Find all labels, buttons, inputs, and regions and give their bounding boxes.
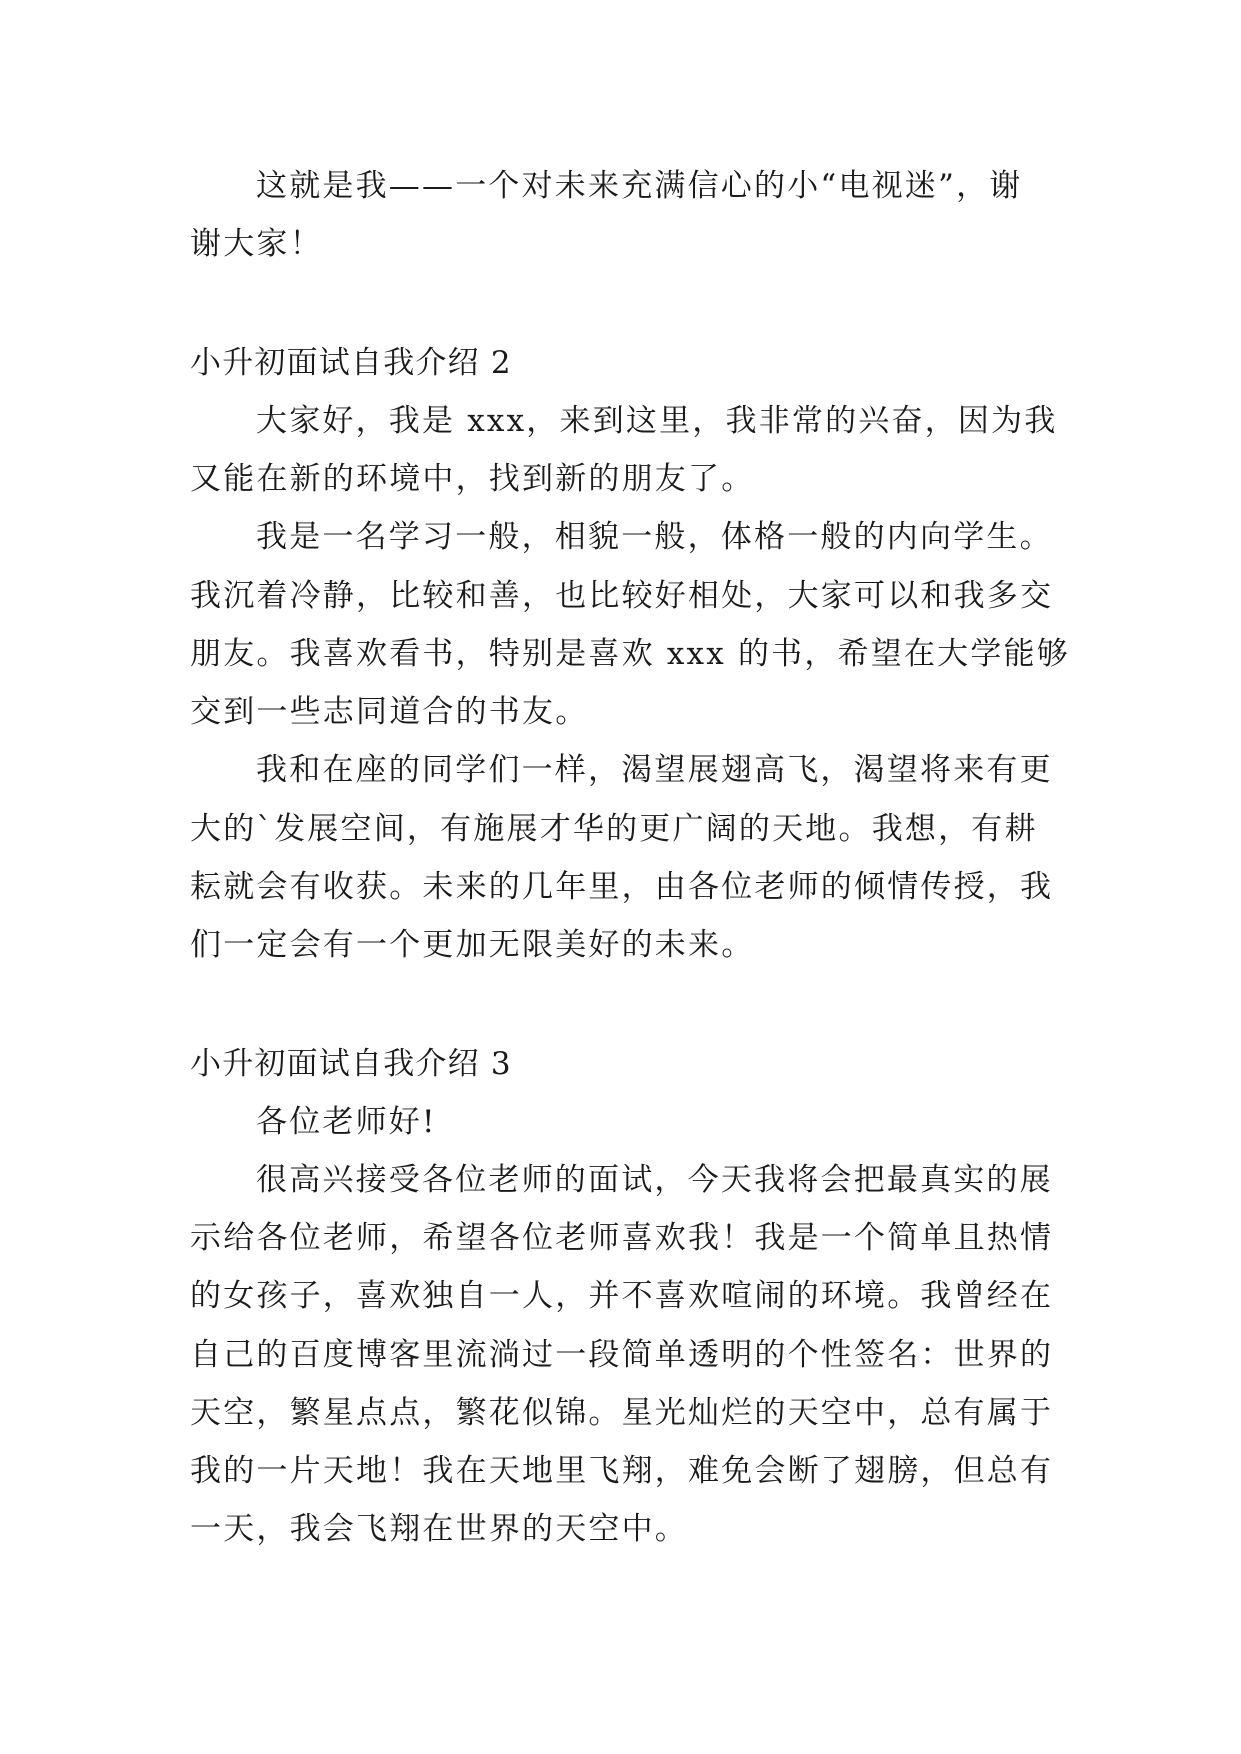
paragraph-line: 我沉着冷静，比较和善，也比较好相处，大家可以和我多交 — [190, 578, 1054, 614]
paragraph-line: 我和在座的同学们一样，渴望展翅高飞，渴望将来有更 — [256, 752, 1053, 788]
paragraph-line: 交到一些志同道合的书友。 — [190, 694, 589, 730]
paragraph-line: 大的`发展空间，有施展才华的更广阔的天地。我想，有耕 — [190, 811, 1038, 847]
paragraph-line: 的女孩子，喜欢独自一人，并不喜欢喧闹的环境。我曾经在 — [190, 1278, 1054, 1314]
paragraph-line: 一天，我会飞翔在世界的天空中。 — [190, 1511, 688, 1547]
paragraph-line: 示给各位老师，希望各位老师喜欢我！我是一个简单且热情 — [190, 1220, 1054, 1256]
paragraph-line: 天空，繁星点点，繁花似锦。星光灿烂的天空中，总有属于 — [190, 1395, 1054, 1431]
paragraph-line: 很高兴接受各位老师的面试，今天我将会把最真实的展 — [256, 1162, 1053, 1198]
paragraph-line: 各位老师好! — [256, 1104, 437, 1140]
paragraph-line: 这就是我——一个对未来充满信心的小“电视迷”，谢 — [256, 168, 1023, 204]
paragraph-line: 大家好，我是 xxx，来到这里，我非常的兴奋，因为我 — [256, 403, 1058, 439]
paragraph-line: 谢大家！ — [190, 226, 323, 262]
paragraph-line: 朋友。我喜欢看书，特别是喜欢 xxx 的书，希望在大学能够 — [190, 636, 1070, 672]
paragraph-line: 又能在新的环境中，找到新的朋友了。 — [190, 461, 755, 497]
paragraph-line: 们一定会有一个更加无限美好的未来。 — [190, 927, 755, 963]
section-heading-3: 小升初面试自我介绍 3 — [190, 1046, 512, 1082]
paragraph-line: 自己的百度博客里流淌过一段简单透明的个性签名：世界的 — [190, 1337, 1054, 1373]
paragraph-line: 耘就会有收获。未来的几年里，由各位老师的倾情传授，我 — [190, 869, 1054, 905]
section-heading-2: 小升初面试自我介绍 2 — [190, 345, 512, 381]
paragraph-line: 我的一片天地！我在天地里飞翔，难免会断了翅膀，但总有 — [190, 1453, 1054, 1489]
paragraph-line: 我是一名学习一般，相貌一般，体格一般的内向学生。 — [256, 519, 1053, 555]
